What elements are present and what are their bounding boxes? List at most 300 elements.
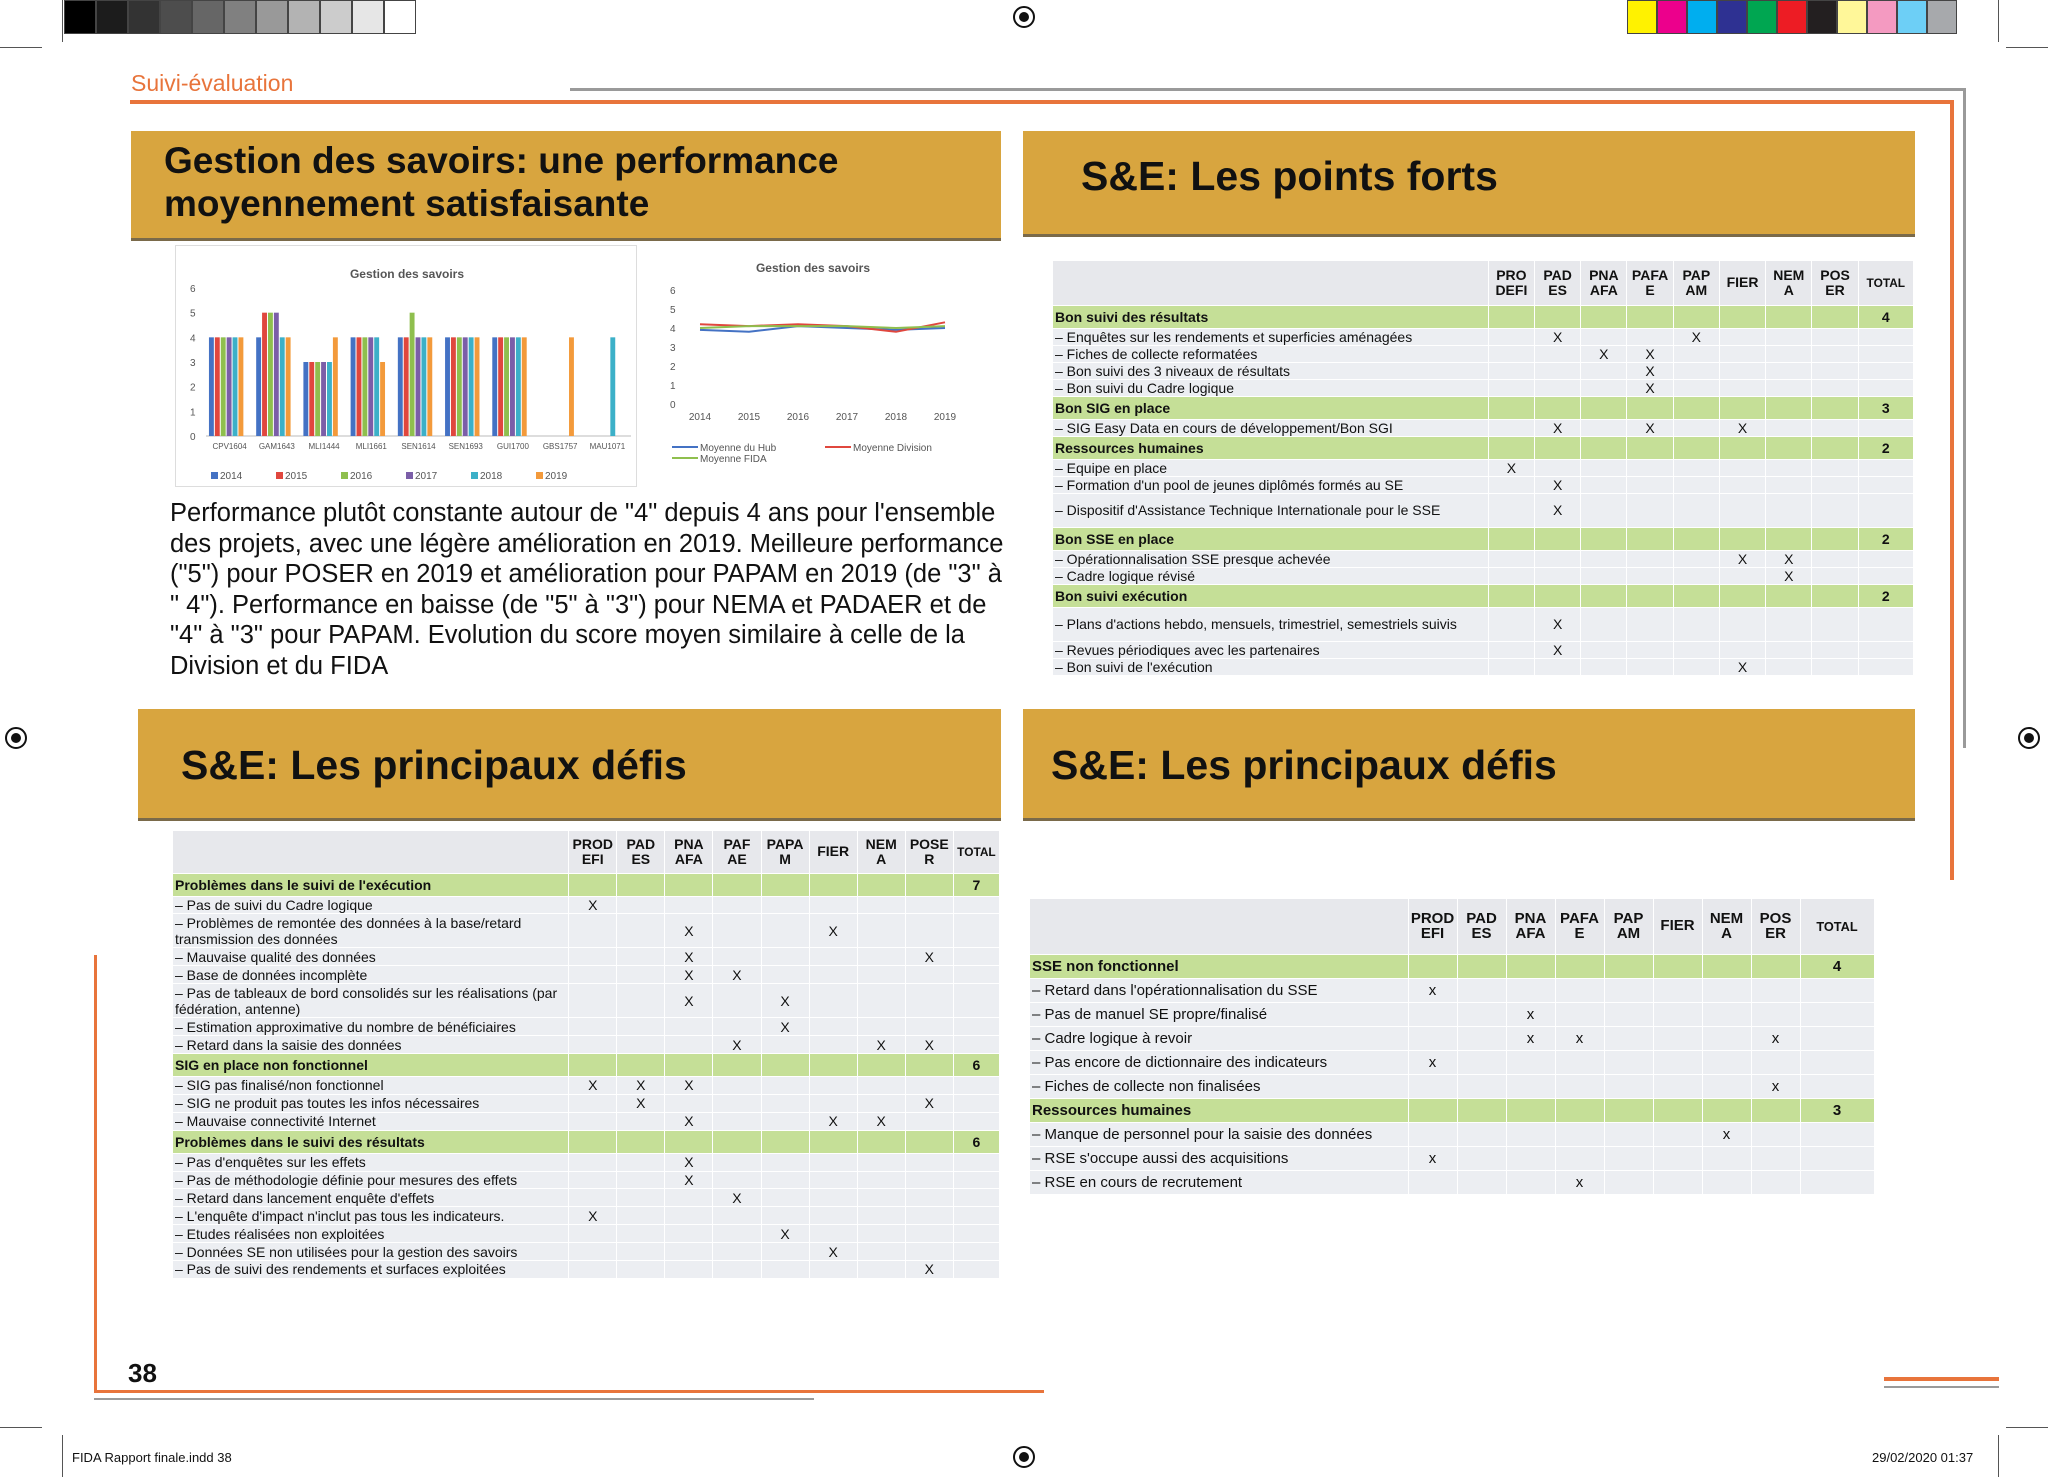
- mark-cell: [1653, 1147, 1702, 1171]
- table-row: [173, 1018, 1000, 1036]
- mark-cell: [617, 1243, 665, 1261]
- mark-cell: [1719, 641, 1765, 658]
- mark-cell: [617, 1153, 665, 1171]
- bar: [315, 362, 320, 436]
- footer-filename: FIDA Rapport finale.indd 38: [72, 1450, 232, 1465]
- frame-gray-right: [1963, 88, 1966, 748]
- empty-cell: [905, 1053, 953, 1076]
- page-number: 38: [128, 1358, 157, 1388]
- empty-cell: [1627, 436, 1673, 459]
- mark-cell: [1766, 493, 1812, 527]
- bar: [227, 337, 232, 436]
- bar-chart-svg: [176, 246, 638, 488]
- mark-cell: [1581, 641, 1627, 658]
- category-label: Bon suivi exécution: [1053, 584, 1488, 607]
- empty-cell: [1719, 436, 1765, 459]
- mark-cell: [569, 1153, 617, 1171]
- x-tick-label: MLI1444: [308, 442, 340, 451]
- mark-cell: [1581, 419, 1627, 436]
- mark-cell: [569, 914, 617, 948]
- mark-cell: [569, 1189, 617, 1207]
- item-label: – Bon suivi du Cadre logique: [1053, 379, 1488, 396]
- mark-cell: [1457, 1074, 1506, 1098]
- mark-cell: X: [1766, 567, 1812, 584]
- mark-cell: [1627, 459, 1673, 476]
- empty-cell: [1858, 607, 1913, 641]
- mark-cell: [857, 1076, 905, 1094]
- column-header: FIER: [809, 831, 857, 873]
- mark-cell: [1408, 1026, 1457, 1050]
- color-swatch: [1717, 0, 1747, 34]
- line-chart-knowledge: [660, 250, 960, 475]
- frame-orange-right: [1950, 100, 1954, 880]
- mark-cell: [1488, 607, 1534, 641]
- mark-cell: [1535, 362, 1581, 379]
- mark-cell: [1408, 1171, 1457, 1195]
- empty-cell: [1800, 978, 1874, 1002]
- mark-cell: [713, 1171, 761, 1189]
- crop-mark: [2006, 47, 2048, 48]
- mark-cell: [713, 896, 761, 914]
- mark-cell: [1488, 641, 1534, 658]
- mark-cell: [617, 966, 665, 984]
- empty-cell: [1751, 954, 1800, 978]
- table-row: [1053, 567, 1914, 584]
- mark-cell: [665, 896, 713, 914]
- bar: [209, 337, 214, 436]
- total-cell: 2: [1858, 436, 1913, 459]
- mark-cell: [857, 1260, 905, 1278]
- table-row: [1053, 328, 1914, 345]
- mark-cell: [1506, 1050, 1555, 1074]
- frame-orange-left: [94, 955, 97, 1393]
- mark-cell: [905, 966, 953, 984]
- mark-cell: [1702, 1171, 1751, 1195]
- item-label: – SIG pas finalisé/non fonctionnel: [173, 1076, 569, 1094]
- mark-cell: X: [665, 1076, 713, 1094]
- empty-cell: [617, 1130, 665, 1153]
- mark-cell: [1627, 550, 1673, 567]
- empty-cell: [1800, 1171, 1874, 1195]
- mark-cell: [1653, 1074, 1702, 1098]
- mark-cell: [809, 1189, 857, 1207]
- column-header: PROD EFI: [569, 831, 617, 873]
- mark-cell: X: [713, 1036, 761, 1054]
- mark-cell: [1751, 1002, 1800, 1026]
- empty-cell: [1800, 1050, 1874, 1074]
- column-header: PNA AFA: [1506, 899, 1555, 954]
- empty-cell: [1627, 396, 1673, 419]
- mark-cell: X: [665, 1171, 713, 1189]
- empty-cell: [665, 873, 713, 896]
- empty-cell: [1766, 396, 1812, 419]
- bar: [380, 362, 385, 436]
- mark-cell: [1719, 362, 1765, 379]
- y-tick-label: 1: [190, 407, 196, 419]
- crop-mark: [62, 1435, 63, 1477]
- mark-cell: [569, 966, 617, 984]
- mark-cell: [761, 1112, 809, 1130]
- mark-cell: [617, 1018, 665, 1036]
- mark-cell: [1653, 1002, 1702, 1026]
- x-tick-label: 2015: [737, 412, 761, 423]
- legend-label: Moyenne du Hub: [700, 443, 777, 454]
- table-row: [1030, 1026, 1874, 1050]
- empty-cell: [1581, 305, 1627, 328]
- mark-cell: [1766, 658, 1812, 675]
- empty-cell: [1653, 1099, 1702, 1123]
- y-tick-label: 5: [190, 308, 196, 320]
- table-row: [1030, 1123, 1874, 1147]
- column-header: PAD ES: [617, 831, 665, 873]
- mark-cell: [857, 1225, 905, 1243]
- color-swatch: [1777, 0, 1807, 34]
- item-label: – Pas de manuel SE propre/finalisé: [1030, 1002, 1408, 1026]
- bar: [463, 337, 468, 436]
- empty-cell: [953, 1094, 999, 1112]
- mark-cell: [1627, 328, 1673, 345]
- mark-cell: [1581, 658, 1627, 675]
- mark-cell: [569, 1018, 617, 1036]
- empty-cell: [1488, 584, 1534, 607]
- mark-cell: [857, 966, 905, 984]
- bar: [274, 313, 279, 436]
- mark-cell: [761, 948, 809, 966]
- mark-cell: [1751, 1050, 1800, 1074]
- mark-cell: x: [1506, 1002, 1555, 1026]
- mark-cell: [665, 1243, 713, 1261]
- table-header-row: [173, 831, 1000, 873]
- mark-cell: [1812, 493, 1858, 527]
- empty-cell: [1858, 567, 1913, 584]
- table-row: [1030, 1147, 1874, 1171]
- mark-cell: [857, 948, 905, 966]
- table-row: [1030, 1074, 1874, 1098]
- mark-cell: [1506, 1123, 1555, 1147]
- mark-cell: [1702, 978, 1751, 1002]
- mark-cell: X: [761, 984, 809, 1018]
- mark-cell: [1673, 607, 1719, 641]
- x-tick-label: 2019: [933, 412, 957, 423]
- empty-cell: [1506, 954, 1555, 978]
- legend-label: Moyenne Division: [853, 443, 932, 454]
- legend-swatch: [406, 472, 413, 479]
- header-orange-rule: [130, 100, 1952, 104]
- gray-swatch: [160, 0, 192, 34]
- item-label: – Pas d'enquêtes sur les effets: [173, 1153, 569, 1171]
- mark-cell: [905, 1243, 953, 1261]
- column-header: PRO DEFI: [1488, 261, 1534, 305]
- column-header: PAP AM: [1673, 261, 1719, 305]
- mark-cell: [1535, 379, 1581, 396]
- empty-cell: [1604, 1099, 1653, 1123]
- mark-cell: [857, 1018, 905, 1036]
- mark-cell: [713, 1076, 761, 1094]
- mark-cell: [857, 1094, 905, 1112]
- bar: [451, 337, 456, 436]
- bar: [374, 337, 379, 436]
- mark-cell: [1627, 493, 1673, 527]
- bar: [398, 337, 403, 436]
- empty-cell: [1488, 436, 1534, 459]
- column-header: FIER: [1653, 899, 1702, 954]
- mark-cell: X: [1535, 607, 1581, 641]
- mark-cell: [569, 1094, 617, 1112]
- empty-cell: [1800, 1074, 1874, 1098]
- category-label: Bon suivi des résultats: [1053, 305, 1488, 328]
- mark-cell: [1766, 328, 1812, 345]
- empty-cell: [617, 873, 665, 896]
- item-label: – Bon suivi des 3 niveaux de résultats: [1053, 362, 1488, 379]
- color-swatch: [1657, 0, 1687, 34]
- mark-cell: [905, 1171, 953, 1189]
- empty-cell: [905, 1130, 953, 1153]
- category-row: [173, 1130, 1000, 1153]
- mark-cell: [1488, 379, 1534, 396]
- mark-cell: [1604, 1123, 1653, 1147]
- gray-swatch: [64, 0, 96, 34]
- mark-cell: [1506, 1147, 1555, 1171]
- category-label: Ressources humaines: [1030, 1099, 1408, 1123]
- mark-cell: [1766, 362, 1812, 379]
- mark-cell: [809, 1094, 857, 1112]
- empty-cell: [857, 1130, 905, 1153]
- column-header: PNA AFA: [665, 831, 713, 873]
- crop-mark: [0, 47, 42, 48]
- table-row: [173, 966, 1000, 984]
- mark-cell: [1766, 379, 1812, 396]
- gray-swatch: [384, 0, 416, 34]
- mark-cell: X: [665, 948, 713, 966]
- mark-cell: [1457, 978, 1506, 1002]
- mark-cell: X: [1719, 550, 1765, 567]
- table-row: [173, 1171, 1000, 1189]
- mark-cell: X: [665, 1153, 713, 1171]
- mark-cell: [1627, 607, 1673, 641]
- mark-cell: X: [1581, 345, 1627, 362]
- footer-date: 29/02/2020 01:37: [1872, 1450, 1974, 1465]
- mark-cell: [857, 1171, 905, 1189]
- x-tick-label: MLI1661: [355, 442, 387, 451]
- gray-swatch: [288, 0, 320, 34]
- item-label: – Pas de méthodologie définie pour mesures des effets: [173, 1171, 569, 1189]
- gray-swatch: [192, 0, 224, 34]
- registration-mark-right: [2018, 727, 2040, 749]
- item-label: – Dispositif d'Assistance Technique Internationale pour le SSE: [1053, 493, 1488, 527]
- mark-cell: [713, 948, 761, 966]
- mark-cell: [617, 914, 665, 948]
- footer-gray-rule: [94, 1398, 814, 1400]
- empty-cell: [1858, 459, 1913, 476]
- registration-mark-bottom: [1013, 1446, 1035, 1468]
- bar: [238, 337, 243, 436]
- mark-cell: [569, 1036, 617, 1054]
- mark-cell: X: [1673, 328, 1719, 345]
- mark-cell: [809, 1171, 857, 1189]
- item-label: – L'enquête d'impact n'inclut pas tous les indicateurs.: [173, 1207, 569, 1225]
- mark-cell: [713, 1243, 761, 1261]
- mark-cell: [617, 1207, 665, 1225]
- mark-cell: [1535, 459, 1581, 476]
- mark-cell: [1488, 362, 1534, 379]
- mark-cell: [809, 1076, 857, 1094]
- mark-cell: [617, 984, 665, 1018]
- crop-mark: [62, 0, 63, 42]
- chart-title: Gestion des savoirs: [349, 267, 465, 281]
- mark-cell: [1555, 1074, 1604, 1098]
- item-label: – Cadre logique à revoir: [1030, 1026, 1408, 1050]
- empty-cell: [713, 873, 761, 896]
- footer-orange-rule: [94, 1390, 1044, 1393]
- legend-swatch: [211, 472, 218, 479]
- mark-cell: X: [1488, 459, 1534, 476]
- mark-cell: X: [809, 1112, 857, 1130]
- bar: [357, 337, 362, 436]
- mark-cell: [569, 1243, 617, 1261]
- empty-cell: [953, 1260, 999, 1278]
- table-row: [1053, 641, 1914, 658]
- bar: [321, 362, 326, 436]
- mark-cell: X: [569, 1207, 617, 1225]
- mark-cell: X: [809, 914, 857, 948]
- bar: [221, 337, 226, 436]
- mark-cell: X: [569, 1076, 617, 1094]
- empty-cell: [569, 1130, 617, 1153]
- empty-cell: [1858, 641, 1913, 658]
- mark-cell: [1408, 1002, 1457, 1026]
- table-row: [1053, 476, 1914, 493]
- empty-cell: [809, 1053, 857, 1076]
- mark-cell: [1506, 1171, 1555, 1195]
- category-label: Bon SIG en place: [1053, 396, 1488, 419]
- table-row: [1053, 379, 1914, 396]
- empty-cell: [905, 873, 953, 896]
- mark-cell: [761, 1036, 809, 1054]
- mark-cell: [1719, 379, 1765, 396]
- mark-cell: [713, 914, 761, 948]
- mark-cell: [1812, 379, 1858, 396]
- column-header: TOTAL: [1800, 899, 1874, 954]
- mark-cell: [761, 1243, 809, 1261]
- empty-cell: [1719, 584, 1765, 607]
- mark-cell: [857, 914, 905, 948]
- category-label: Bon SSE en place: [1053, 527, 1488, 550]
- table-row: [1030, 1050, 1874, 1074]
- mark-cell: [1673, 567, 1719, 584]
- mark-cell: [617, 1225, 665, 1243]
- mark-cell: X: [1535, 419, 1581, 436]
- line-chart-svg: [660, 250, 960, 475]
- mark-cell: [905, 1189, 953, 1207]
- mark-cell: [1751, 1171, 1800, 1195]
- legend-swatch: [341, 472, 348, 479]
- mark-cell: [905, 896, 953, 914]
- mark-cell: [713, 1018, 761, 1036]
- mark-cell: [809, 948, 857, 966]
- empty-cell: [953, 914, 999, 948]
- table-row: [1053, 607, 1914, 641]
- mark-cell: [1653, 1026, 1702, 1050]
- table-row: [173, 1112, 1000, 1130]
- item-label: – Cadre logique révisé: [1053, 567, 1488, 584]
- mark-cell: [1812, 607, 1858, 641]
- column-header: PAP AM: [1604, 899, 1653, 954]
- bar: [569, 337, 574, 436]
- bar: [504, 337, 509, 436]
- column-header: NEM A: [857, 831, 905, 873]
- table-row: [173, 1225, 1000, 1243]
- mark-cell: [1719, 328, 1765, 345]
- mark-cell: x: [1506, 1026, 1555, 1050]
- empty-cell: [953, 1153, 999, 1171]
- table-row: [173, 1207, 1000, 1225]
- panel-title-line: Gestion des savoirs: une performance: [164, 140, 839, 181]
- x-tick-label: MAU1071: [589, 442, 626, 451]
- mark-cell: [1581, 550, 1627, 567]
- x-tick-label: GBS1757: [542, 442, 578, 451]
- category-label: SSE non fonctionnel: [1030, 954, 1408, 978]
- mark-cell: x: [1555, 1026, 1604, 1050]
- category-row: [1053, 305, 1914, 328]
- table-row: [1030, 1171, 1874, 1195]
- mark-cell: [809, 966, 857, 984]
- empty-cell: [1506, 1099, 1555, 1123]
- color-swatch: [1807, 0, 1837, 34]
- item-label: – Fiches de collecte reformatées: [1053, 345, 1488, 362]
- item-label: – Plans d'actions hebdo, mensuels, trimestriel, semestriels suivis: [1053, 607, 1488, 641]
- color-swatch: [1867, 0, 1897, 34]
- empty-cell: [1581, 584, 1627, 607]
- empty-cell: [1766, 305, 1812, 328]
- mark-cell: [761, 1207, 809, 1225]
- panel-title-strengths: S&E: Les points forts: [1023, 131, 1915, 237]
- empty-cell: [1812, 584, 1858, 607]
- mark-cell: [809, 1018, 857, 1036]
- mark-cell: [1673, 459, 1719, 476]
- empty-cell: [1673, 436, 1719, 459]
- y-tick-label: 0: [670, 400, 676, 411]
- mark-cell: X: [1627, 345, 1673, 362]
- mark-cell: [809, 896, 857, 914]
- mark-cell: [1673, 345, 1719, 362]
- empty-cell: [1555, 1099, 1604, 1123]
- table-row: [173, 1189, 1000, 1207]
- empty-cell: [1408, 954, 1457, 978]
- mark-cell: [1604, 1050, 1653, 1074]
- mark-cell: X: [617, 1094, 665, 1112]
- mark-cell: X: [905, 948, 953, 966]
- mark-cell: [1812, 550, 1858, 567]
- mark-cell: [1488, 658, 1534, 675]
- mark-cell: [1812, 419, 1858, 436]
- mark-cell: [1812, 345, 1858, 362]
- mark-cell: [569, 1225, 617, 1243]
- empty-cell: [1653, 954, 1702, 978]
- empty-cell: [1457, 1099, 1506, 1123]
- y-tick-label: 3: [190, 358, 196, 369]
- table-row: [1053, 658, 1914, 675]
- table-header-row: [1053, 261, 1914, 305]
- mark-cell: [905, 1076, 953, 1094]
- mark-cell: X: [1535, 476, 1581, 493]
- mark-cell: X: [1535, 493, 1581, 527]
- mark-cell: [713, 1153, 761, 1171]
- mark-cell: [1488, 567, 1534, 584]
- legend-label: 2015: [285, 471, 308, 482]
- x-tick-label: GAM1643: [258, 442, 295, 451]
- empty-cell: [1800, 1002, 1874, 1026]
- x-tick-label: SEN1693: [448, 442, 483, 451]
